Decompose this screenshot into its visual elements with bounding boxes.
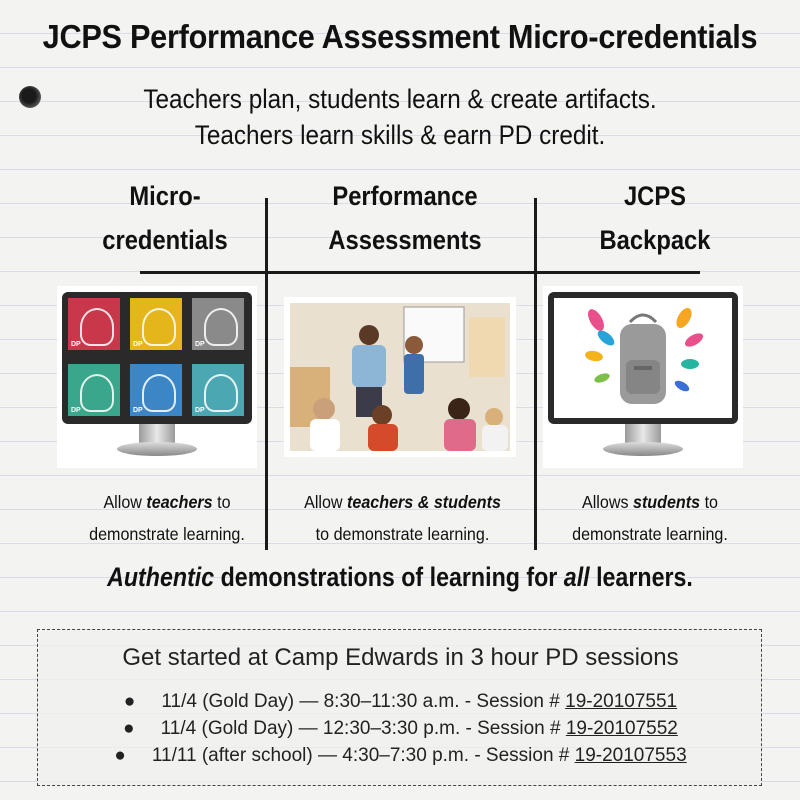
monitor-stand-base — [603, 442, 683, 456]
session-item — [38, 745, 763, 767]
sessions-panel — [37, 629, 762, 786]
caption-text: to — [700, 492, 719, 512]
session-text: 11/11 (after school) — 4:30–7:30 p.m. - Session # — [151, 745, 575, 766]
head-icon — [204, 374, 238, 412]
tile-thinking — [130, 298, 182, 350]
heading-line: Micro- — [129, 181, 201, 211]
tile-collaboration — [68, 364, 120, 416]
classroom-photo — [284, 297, 516, 457]
caption-text: Allow — [103, 492, 147, 512]
heading-line: Backpack — [599, 225, 711, 255]
monitor-screen — [62, 292, 252, 424]
caption-line — [553, 486, 746, 518]
head-icon — [142, 308, 176, 346]
bullet-icon: ● — [123, 718, 135, 739]
tagline-text: learners. — [589, 562, 693, 592]
head-icon — [204, 308, 238, 346]
caption-line: demonstrate learning. — [572, 524, 728, 544]
tagline-emphasis: Authentic — [107, 562, 215, 592]
caption-line: demonstrate learning. — [89, 524, 245, 544]
tile-label: DP — [71, 341, 81, 348]
page-title: JCPS Performance Assessment Micro-credentials — [42, 18, 758, 55]
tagline-emphasis: all — [563, 562, 590, 592]
heading-jcps-backpack — [567, 174, 743, 262]
caption-performance-assessments — [294, 486, 510, 550]
tile-planning — [192, 298, 244, 350]
session-item — [38, 718, 763, 740]
head-icon — [142, 374, 176, 412]
micro-credentials-image — [57, 286, 257, 468]
monitor-screen — [548, 292, 738, 424]
caption-text: to — [212, 492, 231, 512]
backpack-image — [543, 286, 743, 468]
caption-micro-credentials — [66, 486, 268, 550]
caption-line — [66, 486, 268, 518]
tile-label: DP — [133, 407, 143, 414]
bullet-icon: ● — [123, 691, 136, 712]
punch-hole-decoration — [19, 86, 41, 108]
heading-line: Assessments — [328, 225, 482, 255]
caption-line: to demonstrate learning. — [315, 524, 490, 544]
caption-text: Allows — [581, 492, 633, 512]
bullet-icon: ● — [114, 745, 126, 766]
monitor-display — [554, 298, 732, 418]
tagline — [56, 562, 744, 593]
caption-jcps-backpack — [553, 486, 746, 550]
heading-line: JCPS — [623, 181, 687, 211]
heading-micro-credentials — [86, 174, 244, 262]
caption-line — [294, 486, 510, 518]
heading-line: credentials — [102, 225, 228, 255]
session-text: 11/4 (Gold Day) — 12:30–3:30 p.m. - Session # — [160, 718, 566, 739]
tile-listening — [68, 298, 120, 350]
tile-label: DP — [133, 341, 143, 348]
backpack-icon — [554, 298, 732, 418]
tile-label: DP — [195, 341, 205, 348]
sessions-title: Get started at Camp Edwards in 3 hour PD sessions — [122, 644, 679, 671]
tagline-text: demonstrations of learning for — [214, 562, 564, 592]
heading-performance-assessments — [308, 174, 502, 262]
caption-emphasis: teachers & students — [347, 492, 501, 512]
session-number-link[interactable]: 19-20107553 — [574, 745, 687, 766]
session-number-link[interactable]: 19-20107551 — [565, 691, 678, 712]
caption-emphasis: teachers — [146, 492, 213, 512]
session-text: 11/4 (Gold Day) — 8:30–11:30 a.m. - Session # — [161, 691, 566, 712]
monitor-stand-base — [117, 442, 197, 456]
head-icon — [80, 308, 114, 346]
heading-line: Performance — [332, 181, 478, 211]
tile-idea — [130, 364, 182, 416]
classroom-illustration — [284, 297, 516, 457]
divider-vertical-right — [534, 198, 537, 550]
subtitle-line-1: Teachers plan, students learn & create artifacts. — [143, 84, 657, 114]
caption-emphasis: students — [632, 492, 701, 512]
tile-label: DP — [195, 407, 205, 414]
divider-horizontal — [140, 271, 700, 274]
head-icon — [80, 374, 114, 412]
session-number-link[interactable]: 19-20107552 — [565, 718, 678, 739]
caption-text: Allow — [304, 492, 348, 512]
session-item — [38, 691, 763, 713]
tile-focus — [192, 364, 244, 416]
tile-label: DP — [71, 407, 81, 414]
subtitle-line-2: Teachers learn skills & earn PD credit. — [194, 120, 606, 150]
